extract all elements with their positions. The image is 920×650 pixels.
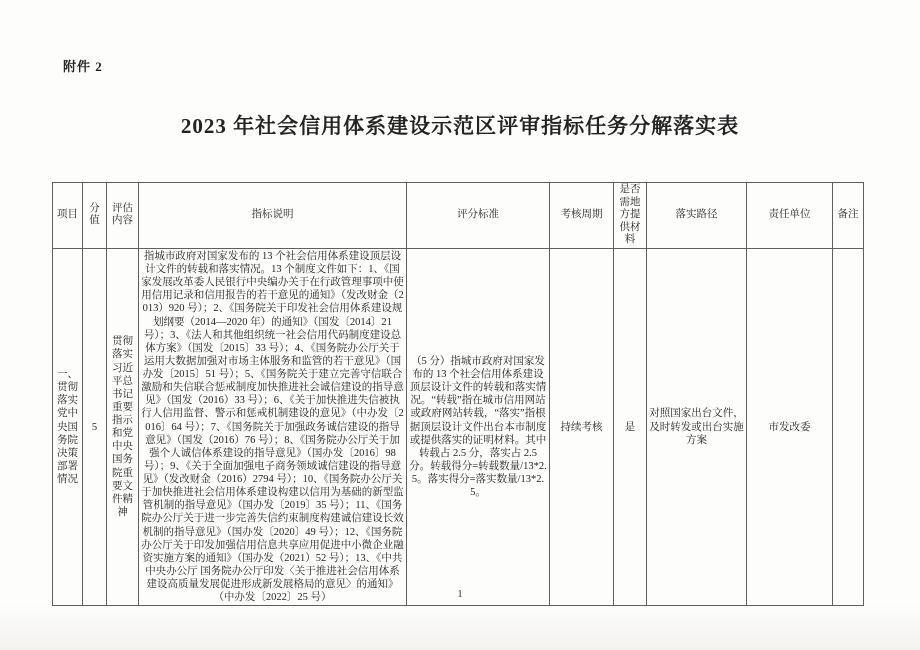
- column-header-score: 分值: [83, 183, 107, 249]
- attachment-label: 附件 2: [63, 59, 103, 74]
- table-row: [53, 248, 864, 605]
- cell-remark: [833, 248, 864, 605]
- cell-path: 对照国家出台文件，及时转发或出台实施方案: [647, 248, 747, 605]
- cell-unit: 市发改委: [747, 248, 833, 605]
- column-header-remark: 备注: [833, 183, 864, 249]
- column-header-unit: 责任单位: [747, 183, 833, 249]
- evaluation-table: [52, 182, 864, 606]
- page-number: 1: [457, 588, 463, 600]
- cell-cycle: 持续考核: [550, 248, 614, 605]
- cell-score: 5: [83, 248, 107, 605]
- document-title: 2023 年社会信用体系建设示范区评审指标任务分解落实表: [180, 114, 740, 138]
- column-header-content: 评估内容: [107, 183, 139, 249]
- cell-project: 一、贯彻落实党中央国务院决策部署情况: [53, 248, 83, 605]
- column-header-need-material: 是否需地方提供材料: [614, 183, 647, 249]
- column-header-cycle: 考核周期: [550, 183, 614, 249]
- cell-content: 贯彻落实习近平总书记重要指示和党中央国务院重要文件精神: [107, 248, 139, 605]
- column-header-description: 指标说明: [139, 183, 407, 249]
- cell-need-material: 是: [614, 248, 647, 605]
- cell-description: 指城市政府对国家发布的 13 个社会信用体系建设顶层设计文件的转载和落实情况。13 个制度文件如下：1、《国家发展改革委人民银行中央编办关于在行政管理事项中使用信用记录和信用报告的若干意见的通知》（发改财金（2013）920 号）；2、《国务院关于印发社会信用体系建设规划纲要（2014—2020 年）的通知》（国发〔2014〕21 号）；3、《法人和其他组织统一社会信用代码制度建设总体方案》（国发〔2015〕33 号）；4、《国务院办公厅关于运用大数据加强对市场主体服务和监管的若干意见》（国办发〔2015〕51 号）；5、《国务院关于建立完善守信联合激励和失信联合惩戒制度加快推进社会诚信建设的指导意见》（国发（2016）33 号）；6、《关于加快推进失信被执行人信用监督、警示和惩戒机制建设的意见》（中办发〔2016〕64 号）；7、《国务院关于加强政务诚信建设的指导意见》（国发（2016）76 号）；8、《国务院办公厅关于加强个人诚信体系建设的指导意见》（国办发〔2016〕98 号）；9、《关于全面加强电子商务领域诚信建设的指导意见》（发改财金（2016）2794 号）；10、《国务院办公厅关于加快推进社会信用体系建设构建以信用为基础的新型监管机制的指导意见》（国办发〔2019〕35 号）；11、《国务院办公厅关于进一步完善失信约束制度构建诚信建设长效机制的指导意见》（国办发〔2020〕49 号）；12、《国务院办公厅关于印发加强信用信息共享应用促进中小微企业融资实施方案的通知》（国办发（2021）52 号）；13、《中共中央办公厅 国务院办公厅印发〈关于推进社会信用体系建设高质量发展促进形成新发展格局的意见〉的通知》（中办发〔2022〕25 号）: [139, 248, 407, 605]
- table-header-row: [53, 183, 864, 249]
- column-header-path: 落实路径: [647, 183, 747, 249]
- column-header-scoring: 评分标准: [407, 183, 550, 249]
- column-header-project: 项目: [53, 183, 83, 249]
- cell-scoring: （5 分）指城市政府对国家发布的 13 个社会信用体系建设顶层设计文件的转载和落实情况。“转载”指在城市信用网站或政府网站转载，“落实”指根据顶层设计文件出台本市制度或提供落实的证明材料。其中转载占 2.5 分，落实占 2.5 分。转载得分=转载数量/13*2.5。落实得分=落实数量/13*2.5。: [407, 248, 550, 605]
